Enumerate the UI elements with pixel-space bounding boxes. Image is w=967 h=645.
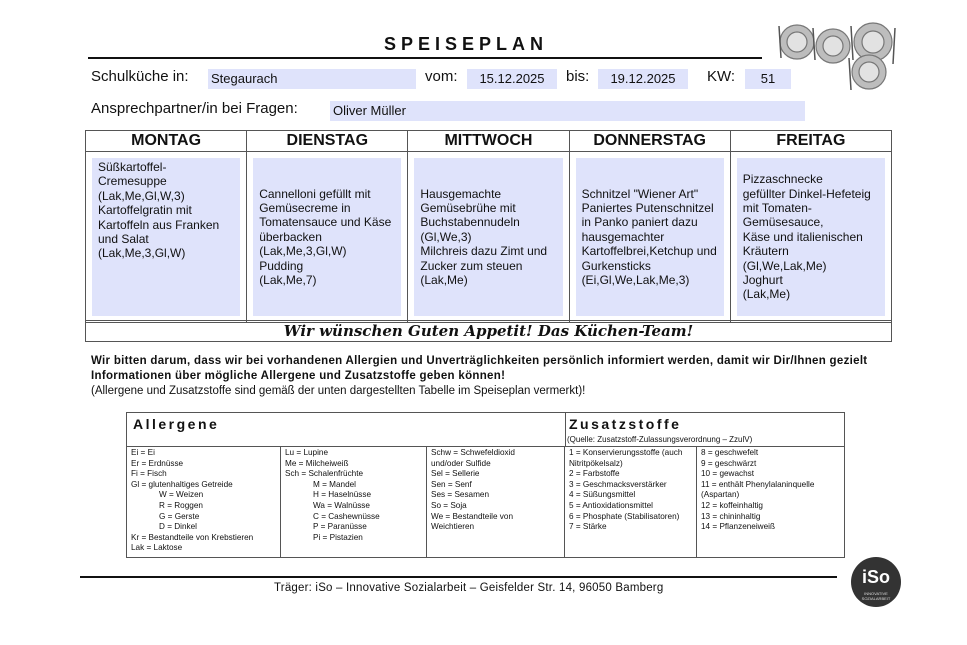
- legend-entry: 11 = enthält Phenylalaninquelle: [701, 479, 815, 489]
- legend-col-5: [697, 447, 844, 557]
- legend-col-2: [281, 447, 427, 557]
- legend-col-3: [427, 447, 565, 557]
- school-field[interactable]: Stegaurach: [208, 69, 416, 89]
- footer-divider: [80, 576, 837, 578]
- day-header-tuesday: DIENSTAG: [247, 131, 408, 152]
- plates-icon: [775, 20, 905, 95]
- legend-entry: (Aspartan): [701, 490, 740, 500]
- week-field[interactable]: 51: [745, 69, 791, 89]
- legend-entry: 12 = koffeinhaltig: [701, 500, 763, 510]
- legend-entry: 1 = Konservierungsstoffe (auch: [569, 448, 683, 457]
- menu-field-monday[interactable]: Süßkartoffel-Cremesuppe (Lak,Me,Gl,W,3) Kartoffelgratin mit Kartoffeln aus Franken und Salat (Lak,Me,3,Gl,W): [92, 158, 240, 316]
- to-label: bis:: [566, 68, 590, 85]
- legend-entry: Sen = Senf: [431, 479, 472, 489]
- legend-entry: R = Roggen: [159, 500, 203, 510]
- from-label: vom:: [425, 68, 458, 85]
- allergens-header: [127, 413, 566, 447]
- day-cell-monday: [86, 152, 247, 323]
- day-header-wednesday: MITTWOCH: [408, 131, 569, 152]
- legend-entry: 5 = Antioxidationsmittel: [569, 500, 653, 510]
- legend-entry: C = Cashewnüsse: [313, 511, 380, 521]
- legend-entry: Er = Erdnüsse: [131, 458, 184, 468]
- day-cell-tuesday: [247, 152, 408, 323]
- legend-entry: W = Weizen: [159, 490, 204, 500]
- legend-entry: H = Haselnüsse: [313, 490, 372, 500]
- wish-banner: Wir wünschen Guten Appetit! Das Küchen-Team!: [85, 320, 892, 342]
- menu-field-wednesday[interactable]: Hausgemachte Gemüsebrühe mit Buchstabennudeln (Gl,We,3) Milchreis dazu Zimt und Zucker zum steuen (Lak,Me): [414, 158, 562, 316]
- menu-field-tuesday[interactable]: Cannelloni gefüllt mit Gemüsecreme in Tomatensauce und Käse überbacken (Lak,Me,3,Gl,W) Pudding (Lak,Me,7): [253, 158, 401, 316]
- menu-field-thursday[interactable]: Schnitzel "Wiener Art" Paniertes Putenschnitzel in Panko paniert dazu hausgemachter Kartoffelbrei,Ketchup und Gurkensticks (Ei,Gl,We,Lak,Me,3): [576, 158, 724, 316]
- page-title: SPEISEPLAN: [384, 34, 549, 54]
- notice-normal: (Allergene und Zusatzstoffe sind gemäß der unten dargestellten Tabelle im Speiseplan vermerkt)!: [91, 385, 586, 397]
- day-cell-friday: [730, 152, 891, 323]
- legend-entry: M = Mandel: [313, 479, 357, 489]
- legend-entry: Kr = Bestandteile von Krebstieren: [131, 532, 254, 542]
- legend-entry: 14 = Pflanzeneiweiß: [701, 522, 775, 532]
- legend-entry: Sch = Schalenfrüchte: [285, 469, 364, 479]
- legend-entry: 3 = Geschmacksverstärker: [569, 479, 667, 489]
- legend-entry: 2 = Farbstoffe: [569, 469, 620, 479]
- legend-entry: Lu = Lupine: [285, 448, 329, 457]
- legend-entry: 4 = Süßungsmittel: [569, 490, 636, 500]
- legend-entry: Ses = Sesamen: [431, 490, 490, 500]
- legend-entry: We = Bestandteile von: [431, 511, 514, 521]
- legend-entry: Gl = glutenhaltiges Getreide: [131, 479, 233, 489]
- legend-entry: Sel = Sellerie: [431, 469, 480, 479]
- notice-bold: Wir bitten darum, dass wir bei vorhandenen Allergien und Unverträglichkeiten persönlich informiert werden, damit wir Dir/Ihnen gezielt Informationen über mögliche Allergene und Zusatzstoffe geben können!: [91, 355, 868, 382]
- legend-entry: 13 = chininhaltig: [701, 511, 761, 521]
- day-cell-wednesday: [408, 152, 569, 323]
- menu-table: [85, 130, 892, 323]
- legend-entry: P = Paranüsse: [313, 522, 367, 532]
- iso-logo-text: iSo: [861, 567, 890, 587]
- to-date-field[interactable]: 19.12.2025: [598, 69, 688, 89]
- legend-entry: G = Gerste: [159, 511, 200, 521]
- legend-entry: So = Soja: [431, 500, 467, 510]
- day-cell-thursday: [569, 152, 730, 323]
- legend-entry: Wa = Walnüsse: [313, 500, 370, 510]
- legend-entry: Schw = Schwefeldioxid: [431, 448, 515, 457]
- menu-field-friday[interactable]: Pizzaschnecke gefüllter Dinkel-Hefeteig mit Tomaten- Gemüsesauce, Käse und italienischen Kräutern (Gl,We,Lak,Me) Joghurt (Lak,Me): [737, 158, 885, 316]
- legend-entry: D = Dinkel: [159, 522, 197, 532]
- legend-col-1: [127, 447, 281, 557]
- contact-label: Ansprechpartner/in bei Fragen:: [91, 100, 298, 117]
- school-label: Schulküche in:: [91, 68, 189, 85]
- legend-col-4: [565, 447, 697, 557]
- allergy-notice: [91, 354, 891, 399]
- legend-entry: 6 = Phosphate (Stabilisatoren): [569, 511, 680, 521]
- footer-text: Träger: iSo – Innovative Sozialarbeit – Geisfelder Str. 14, 96050 Bamberg: [274, 582, 664, 594]
- legend-entry: und/oder Sulfide: [431, 458, 491, 468]
- legend-entry: Fi = Fisch: [131, 469, 167, 479]
- additives-header: [565, 413, 844, 447]
- legend-entry: Nitritpökelsalz): [569, 458, 623, 468]
- legend-table: [126, 412, 845, 558]
- title-divider: [88, 57, 762, 59]
- day-header-thursday: DONNERSTAG: [569, 131, 730, 152]
- iso-logo: [851, 557, 901, 607]
- allergens-title: Allergene: [133, 416, 220, 432]
- day-header-friday: FREITAG: [730, 131, 891, 152]
- iso-logo-subtitle: INNOVATIVE SOZIALARBEIT: [861, 591, 891, 601]
- week-label: KW:: [707, 68, 736, 85]
- from-date-field[interactable]: 15.12.2025: [467, 69, 557, 89]
- legend-entry: Lak = Laktose: [131, 543, 183, 553]
- legend-entry: Weichtieren: [431, 522, 475, 532]
- legend-entry: 7 = Stärke: [569, 522, 607, 532]
- legend-entry: Pi = Pistazien: [313, 532, 363, 542]
- legend-entry: 10 = gewachst: [701, 469, 755, 479]
- day-header-monday: MONTAG: [86, 131, 247, 152]
- legend-entry: 8 = geschwefelt: [701, 448, 759, 457]
- legend-entry: Me = Milcheiweiß: [285, 458, 349, 468]
- additives-source: (Quelle: Zusatzstoff-Zulassungsverordnung – ZzulV): [567, 435, 753, 444]
- contact-field[interactable]: Oliver Müller: [330, 101, 805, 121]
- legend-entry: Ei = Ei: [131, 448, 155, 457]
- legend-entry: 9 = geschwärzt: [701, 458, 757, 468]
- additives-title: Zusatzstoffe: [569, 416, 682, 432]
